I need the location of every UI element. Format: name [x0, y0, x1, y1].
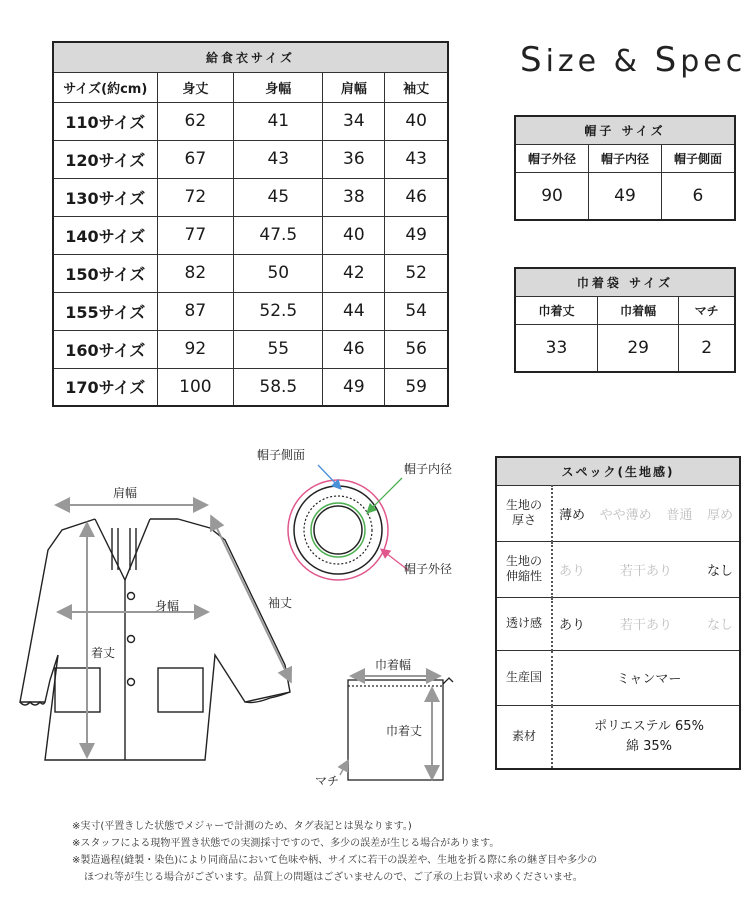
cell: 92: [157, 330, 234, 368]
cell: 42: [323, 254, 385, 292]
header-shoulder: 肩幅: [323, 72, 385, 102]
hat-value: 90: [515, 172, 589, 220]
table-row: [53, 254, 448, 292]
title-text: pec: [680, 44, 747, 79]
origin-value: ミャンマー: [552, 650, 740, 705]
option: 普通: [666, 507, 693, 523]
header-size: サイズ(約cm): [53, 72, 157, 102]
option: なし: [706, 618, 733, 633]
page-title: [520, 40, 746, 80]
spec-label: 素材: [496, 705, 552, 769]
size-label: 155サイズ: [53, 292, 157, 330]
title-letter: S: [520, 40, 546, 80]
cell: 50: [234, 254, 323, 292]
size-label: 140サイズ: [53, 216, 157, 254]
size-table-header: [53, 72, 448, 102]
spec-label: 生地の 厚さ: [496, 485, 552, 541]
header-width: 身幅: [234, 72, 323, 102]
spec-label: 生産国: [496, 650, 552, 705]
hat-value: 49: [589, 172, 662, 220]
cell: 38: [323, 178, 385, 216]
label-gusset: マチ: [315, 774, 340, 788]
cell: 59: [385, 368, 448, 406]
cell: 44: [323, 292, 385, 330]
size-label: 170サイズ: [53, 368, 157, 406]
size-label: 160サイズ: [53, 330, 157, 368]
material-value: [552, 705, 740, 769]
note-line: ※スタッフによる現物平置き状態での実測採寸ですので、多少の誤差が生じる場合があります。: [72, 838, 500, 849]
cell: 47.5: [234, 216, 323, 254]
table-row: [53, 102, 448, 140]
hat-value: 6: [661, 172, 735, 220]
spec-row-thickness: [496, 485, 740, 541]
hat-header: 帽子外径: [515, 144, 589, 172]
cell: 87: [157, 292, 234, 330]
cell: 67: [157, 140, 234, 178]
material-line: ポリエステル 65%: [594, 718, 704, 734]
bag-size-table: [514, 267, 736, 373]
label-hat-inner: 帽子内径: [404, 462, 453, 476]
cell: 62: [157, 102, 234, 140]
cell: 56: [385, 330, 448, 368]
label-shoulder: 肩幅: [113, 486, 138, 500]
cell: 52: [385, 254, 448, 292]
smock-outline: [20, 519, 293, 760]
cell: 52.5: [234, 292, 323, 330]
spec-label: 生地の 伸縮性: [496, 541, 552, 597]
hat-header: 帽子側面: [661, 144, 735, 172]
cell: 49: [385, 216, 448, 254]
note-line: ※製造過程(縫製・染色)により同商品において色味や柄、サイズに若干の誤差や、生地を折る際に糸の継ぎ目や多少の: [72, 855, 598, 866]
spec-table-title: スペック(生地感): [496, 457, 740, 485]
label-hat-side: 帽子側面: [257, 448, 306, 462]
size-label: 130サイズ: [53, 178, 157, 216]
cell: 49: [323, 368, 385, 406]
header-sleeve: 袖丈: [385, 72, 448, 102]
option: 若干あり: [619, 618, 672, 633]
spec-table: [495, 456, 741, 770]
hat-header: 帽子内径: [589, 144, 662, 172]
cell: 40: [323, 216, 385, 254]
sheer-options: [559, 614, 739, 633]
stretch-options: [559, 560, 739, 579]
hat-table-title: 帽子 サイズ: [515, 116, 735, 144]
table-row: [53, 368, 448, 406]
table-row: [53, 178, 448, 216]
cell: 58.5: [234, 368, 323, 406]
cell: 36: [323, 140, 385, 178]
cell: 46: [323, 330, 385, 368]
bag-table-title: 巾着袋 サイズ: [515, 268, 735, 296]
note-line: ほつれ等が生じる場合がございます。品質上の問題はございませんので、ご了承の上お買い求めくださいませ。: [84, 872, 583, 883]
hat-diagram: [288, 465, 408, 580]
header-length: 身丈: [157, 72, 234, 102]
label-bag-width: 巾着幅: [375, 658, 412, 672]
cell: 82: [157, 254, 234, 292]
title-text: ize &: [545, 44, 655, 79]
spec-row-sheer: [496, 597, 740, 650]
title-letter: S: [654, 40, 681, 80]
cell: 100: [157, 368, 234, 406]
cell: 46: [385, 178, 448, 216]
option: 若干あり: [619, 563, 672, 579]
label-bag-length: 巾着丈: [386, 724, 423, 738]
note-line: ※実寸(平置きした状態でメジャーで計測のため、タグ表記とは異なります。): [72, 821, 412, 832]
bag-value: 2: [679, 324, 735, 372]
size-label: 150サイズ: [53, 254, 157, 292]
option: やや薄め: [599, 507, 652, 523]
size-label: 120サイズ: [53, 140, 157, 178]
table-row: [53, 216, 448, 254]
size-table: [52, 41, 449, 407]
bag-value: 29: [597, 324, 678, 372]
label-sleeve: 袖丈: [268, 596, 293, 610]
cell: 77: [157, 216, 234, 254]
label-body-width: 身幅: [155, 599, 180, 613]
bag-value: 33: [515, 324, 597, 372]
hat-size-table: [514, 115, 736, 221]
spec-label: 透け感: [496, 597, 552, 650]
label-length: 着丈: [91, 646, 116, 660]
garment-diagram: [0, 440, 480, 800]
cell: 40: [385, 102, 448, 140]
spec-row-origin: [496, 650, 740, 705]
cell: 43: [234, 140, 323, 178]
size-label: 110サイズ: [53, 102, 157, 140]
material-line: 綿 35%: [625, 738, 673, 754]
cell: 45: [234, 178, 323, 216]
bag-header: 巾着幅: [597, 296, 678, 324]
bag-header: マチ: [679, 296, 735, 324]
spec-row-material: [496, 705, 740, 769]
cell: 55: [234, 330, 323, 368]
option: あり: [559, 618, 586, 633]
option: 厚め: [706, 507, 733, 523]
bag-header: 巾着丈: [515, 296, 597, 324]
table-row: [53, 330, 448, 368]
cell: 43: [385, 140, 448, 178]
spec-row-stretch: [496, 541, 740, 597]
table-row: [53, 140, 448, 178]
size-table-title: 給食衣サイズ: [53, 42, 448, 72]
notes: [72, 818, 597, 886]
option: あり: [559, 563, 586, 579]
option: 薄め: [559, 507, 586, 523]
option: なし: [706, 563, 733, 579]
thickness-options: [559, 504, 739, 523]
table-row: [53, 292, 448, 330]
cell: 41: [234, 102, 323, 140]
cell: 54: [385, 292, 448, 330]
cell: 72: [157, 178, 234, 216]
cell: 34: [323, 102, 385, 140]
label-hat-outer: 帽子外径: [404, 562, 453, 576]
